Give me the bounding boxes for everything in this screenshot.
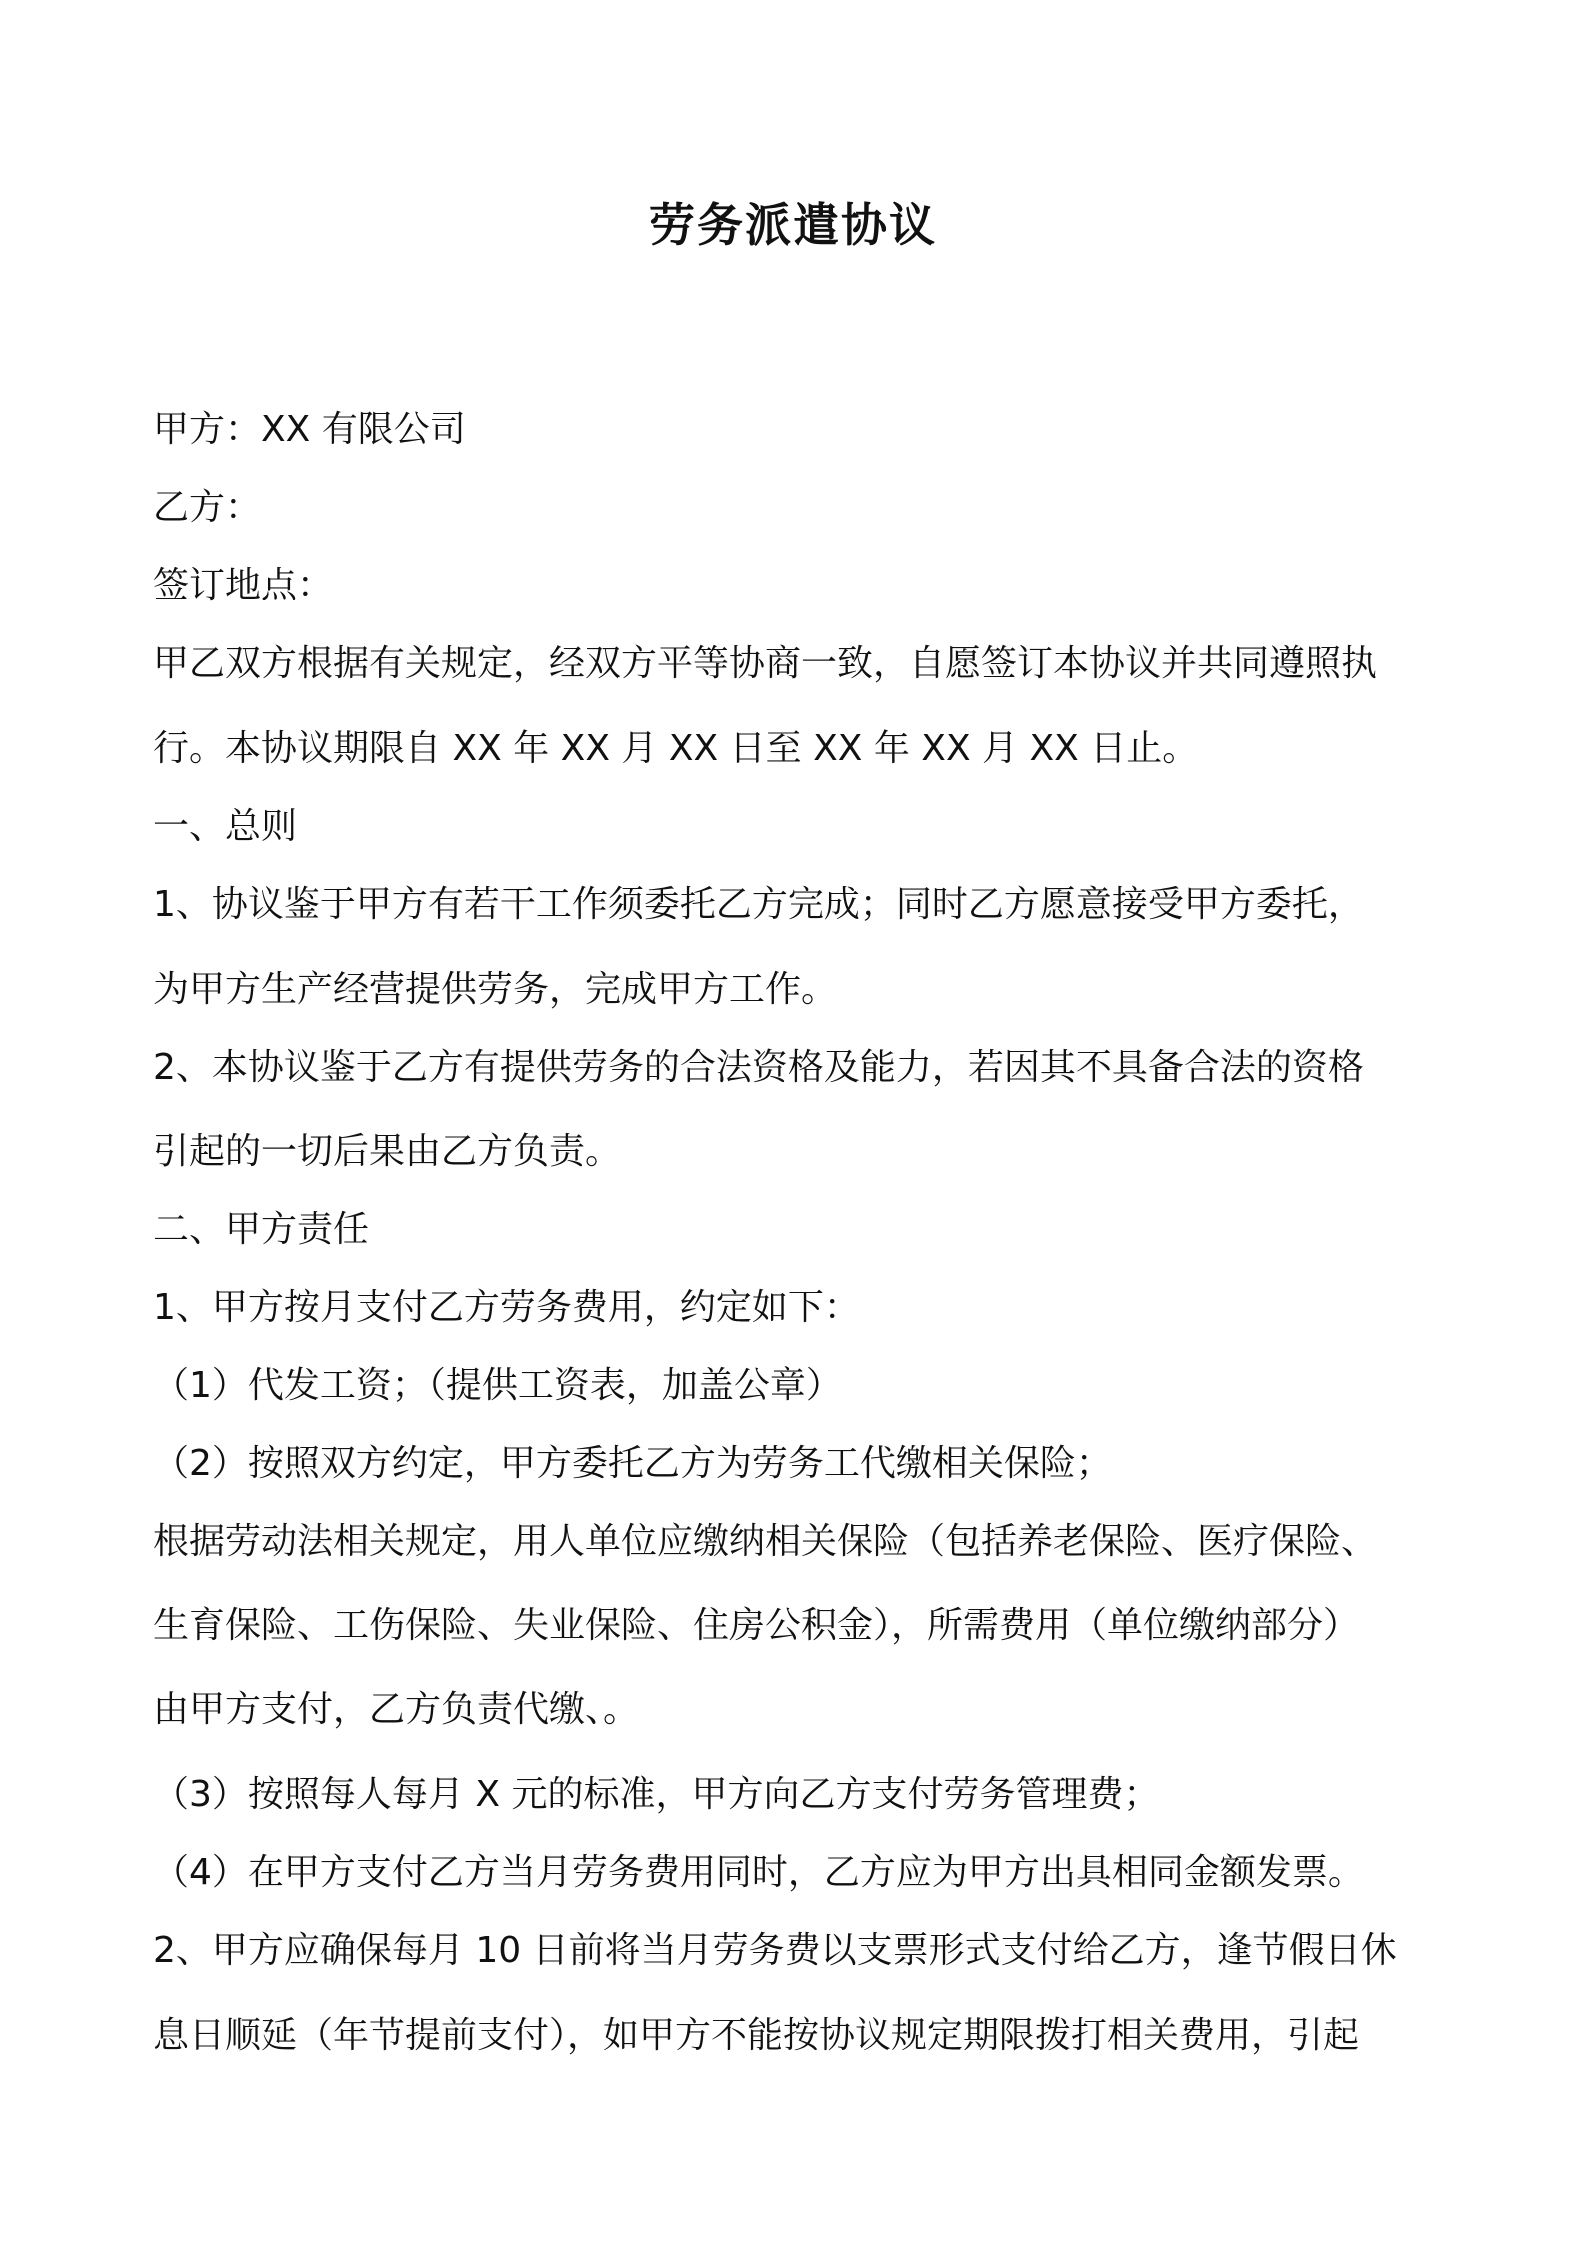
paragraph-line: 2、本协议鉴于乙方有提供劳务的合法资格及能力，若因其不具备合法的资格	[153, 1047, 1364, 1088]
list-item: （2）按照双方约定，甲方委托乙方为劳务工代缴相关保险；	[153, 1443, 1112, 1484]
document-title: 劳务派遣协议	[649, 198, 937, 252]
party-a-line: 甲方：XX 有限公司	[153, 409, 466, 450]
list-item: （1）代发工资；（提供工资表，加盖公章）	[153, 1365, 842, 1406]
paragraph-line: 根据劳动法相关规定，用人单位应缴纳相关保险（包括养老保险、医疗保险、	[153, 1521, 1378, 1562]
list-item: （3）按照每人每月 X 元的标准，甲方向乙方支付劳务管理费；	[153, 1774, 1160, 1815]
paragraph-line: 1、协议鉴于甲方有若干工作须委托乙方完成；同时乙方愿意接受甲方委托，	[153, 884, 1364, 925]
list-item: （4）在甲方支付乙方当月劳务费用同时，乙方应为甲方出具相同金额发票。	[153, 1852, 1364, 1893]
paragraph-line: 息日顺延（年节提前支付），如甲方不能按协议规定期限拨打相关费用，引起	[153, 2015, 1360, 2056]
paragraph-line: 由甲方支付，乙方负责代缴、。	[153, 1689, 640, 1730]
section-heading: 一、总则	[153, 806, 298, 847]
section-heading: 二、甲方责任	[153, 1209, 370, 1250]
signing-location-line: 签订地点：	[153, 565, 334, 606]
paragraph-line: 1、甲方按月支付乙方劳务费用，约定如下：	[153, 1287, 860, 1328]
paragraph-line: 2、甲方应确保每月 10 日前将当月劳务费以支票形式支付给乙方，逢节假日休	[153, 1930, 1397, 1971]
paragraph-line: 生育保险、工伤保险、失业保险、住房公积金），所需费用（单位缴纳部分）	[153, 1605, 1360, 1646]
paragraph-line: 为甲方生产经营提供劳务，完成甲方工作。	[153, 969, 838, 1010]
paragraph-line: 引起的一切后果由乙方负责。	[153, 1131, 622, 1172]
paragraph-line: 行。本协议期限自 XX 年 XX 月 XX 日至 XX 年 XX 月 XX 日止。	[153, 728, 1199, 769]
party-b-line: 乙方：	[153, 487, 262, 528]
paragraph-line: 甲乙双方根据有关规定，经双方平等协商一致，自愿签订本协议并共同遵照执	[153, 643, 1378, 684]
